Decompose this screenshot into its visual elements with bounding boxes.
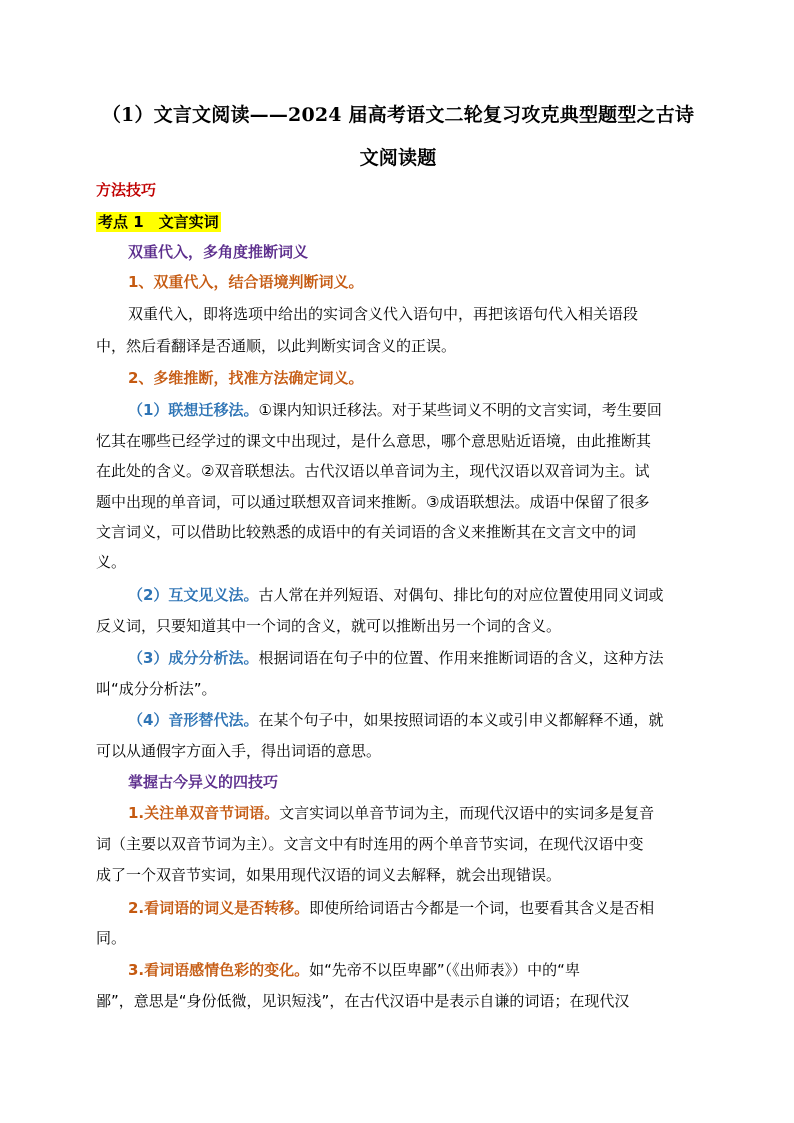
method-2-line-2: 反义词，只要知道其中一个词的含义，就可以推断出另一个词的含义。 [96,617,562,635]
method-1-line-6: 义。 [96,553,127,571]
sub-heading-2: 掌握古今异义的四技巧 [128,773,279,791]
method-2-line-1 [128,585,663,605]
document-title-line-1: （1）文言文阅读——2024 届高考语文二轮复习攻克典型题型之古诗 [101,104,695,126]
tip-3-label: 3.看词语感情色彩的变化。 [128,961,310,979]
tip-2-line-2: 同。 [96,929,127,947]
method-1-line-4: 题中出现的单音词，可以通过联想双音词来推断。③成语联想法。成语中保留了很多 [96,493,650,511]
tip-3-line-2: 鄙”，意思是“身份低微，见识短浅”，在古代汉语中是表示自谦的词语；在现代汉 [96,992,630,1010]
method-1-line-5: 文言词义，可以借助比较熟悉的成语中的有关词语的含义来推断其在文言文中的词 [96,523,637,541]
method-1-text: ①课内知识迁移法。对于某些词义不明的文言实词，考生要回 [258,401,662,419]
method-3-text: 根据词语在句子中的位置、作用来推断词语的含义，这种方法 [258,649,664,667]
item-1-body-line-1: 双重代入，即将选项中给出的实词含义代入语句中，再把该语句代入相关语段 [128,305,639,323]
method-4-line-2: 可以从通假字方面入手，得出词语的意思。 [96,742,382,760]
section-heading-method: 方法技巧 [96,181,157,199]
document-title-line-2: 文阅读题 [359,147,437,169]
method-4-text: 在某个句子中，如果按照词语的本义或引申义都解释不通，就 [258,711,664,729]
tip-2-text: 即使所给词语古今都是一个词，也要看其含义是否相 [309,899,655,917]
tip-1-text: 文言实词以单音节词为主，而现代汉语中的实词多是复音 [279,804,655,822]
sub-heading-1: 双重代入，多角度推断词义 [128,243,309,261]
item-1-heading: 1、双重代入，结合语境判断词义。 [128,273,364,291]
method-1-line-2: 忆其在哪些已经学过的课文中出现过，是什么意思，哪个意思贴近语境，由此推断其 [96,432,652,450]
tip-1-line-1 [128,803,654,823]
item-2-heading: 2、多维推断，找准方法确定词义。 [128,369,364,387]
method-2-label: （2）互文见义法。 [128,586,259,604]
tip-1-line-3: 成了一个双音节实词，如果用现代汉语的词义去解释，就会出现错误。 [96,866,562,884]
tip-2-label: 2.看词语的词义是否转移。 [128,899,310,917]
kaodian-heading [96,212,221,232]
method-4-line-1 [128,710,663,730]
tip-1-label: 1.关注单双音节词语。 [128,804,280,822]
method-1-line-1 [128,400,662,420]
tip-2-line-1 [128,898,654,918]
highlighted-kaodian: 考点 1 文言实词 [98,213,219,231]
method-4-label: （4）音形替代法。 [128,711,259,729]
method-1-label: （1）联想迁移法。 [128,401,259,419]
item-1-body-line-2: 中，然后看翻译是否通顺，以此判断实词含义的正误。 [96,337,457,355]
method-1-line-3: 在此处的含义。②双音联想法。古代汉语以单音词为主，现代汉语以双音词为主。试 [96,462,650,480]
tip-1-line-2: 词（主要以双音节词为主）。文言文中有时连用的两个单音节实词，在现代汉语中变 [96,835,644,853]
method-3-line-2: 叫“成分分析法”。 [96,680,217,698]
method-3-line-1 [128,648,663,668]
method-2-text: 古人常在并列短语、对偶句、排比句的对应位置使用同义词或 [258,586,664,604]
tip-3-text: 如“先帝不以臣卑鄙”（《出师表》）中的“卑 [309,961,580,979]
tip-3-line-1 [128,960,580,980]
method-3-label: （3）成分分析法。 [128,649,259,667]
